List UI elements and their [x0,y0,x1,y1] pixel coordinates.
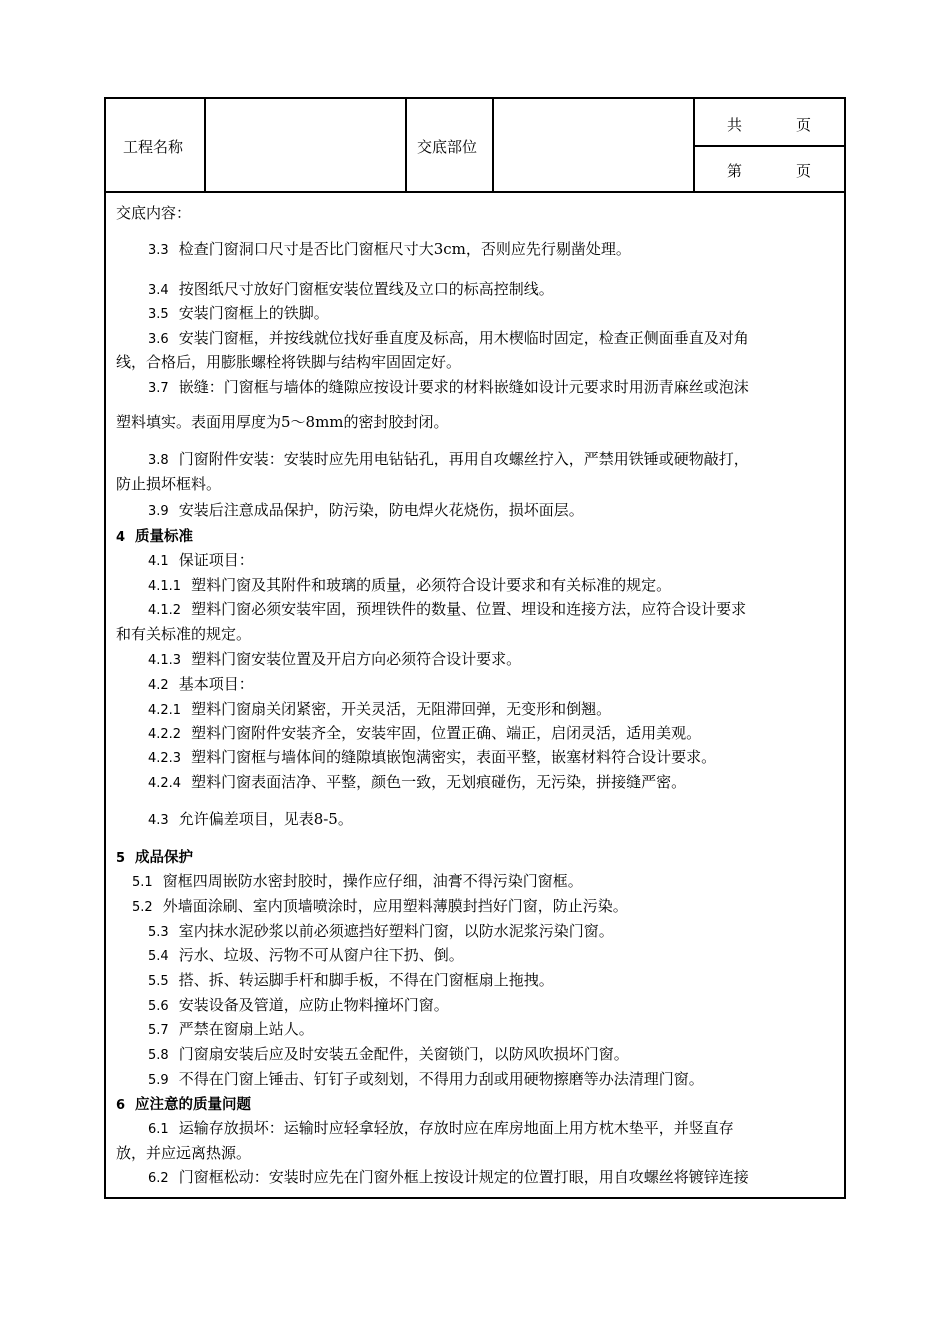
total-pages-suffix: 页 [796,116,812,134]
item-number: 3.7 [148,381,169,396]
item-text: 门窗框松动：安装时应先在门窗外框上按设计规定的位置打眼，用自攻螺丝将镀锌连接 [178,1168,749,1186]
header-divider [405,99,407,191]
content-line [148,1069,704,1091]
content-line-continuation [116,624,251,644]
content-line [148,772,686,794]
item-text: 不得在门窗上锤击、钉钉子或刻划，不得用力刮或用硬物擦磨等办法清理门窗。 [178,1070,704,1088]
handover-part-label: 交底部位 [417,138,478,156]
item-text: 塑料门窗及其附件和玻璃的质量，必须符合设计要求和有关标准的规定。 [191,576,672,594]
header-bottom-rule [106,191,844,193]
content-line-continuation [116,474,221,494]
item-text: 防止损坏框料。 [116,475,222,493]
project-name-label: 工程名称 [123,138,184,156]
header-divider [492,99,494,191]
content-line [148,575,671,597]
item-number: 4.2.1 [148,703,182,718]
content-line-continuation [116,412,449,432]
content-line [148,649,521,671]
section-heading: 成品保护 [135,850,194,866]
item-text: 门窗附件安装：安装时应先用电钻钻孔，再用自攻螺丝拧入，严禁用铁锤或硬物敲打， [178,450,749,468]
item-text: 塑料门窗表面洁净、平整，颜色一致，无划痕碰伤，无污染，拼接缝严密。 [191,773,687,791]
total-pages-prefix: 共 [727,116,743,134]
item-text: 塑料门窗扇关闭紧密，开关灵活，无阻滞回弹，无变形和倒翘。 [191,700,612,718]
item-number: 5.8 [148,1048,169,1063]
item-text: 保证项目： [178,551,254,569]
item-text: 安装门窗框，并按线就位找好垂直度及标高，用木楔临时固定，检查正侧面垂直及对角 [178,329,749,347]
content-line [148,303,329,325]
item-number: 3.3 [148,243,169,258]
item-text: 搭、拆、转运脚手杆和脚手板，不得在门窗框扇上拖拽。 [178,971,554,989]
item-number: 5 [116,851,126,866]
content-line [116,847,193,869]
item-text: 按图纸尺寸放好门窗框安装位置线及立口的标高控制线。 [178,280,554,298]
item-text: 塑料门窗框与墙体间的缝隙填嵌饱满密实，表面平整，嵌塞材料符合设计要求。 [191,748,717,766]
content-line [148,809,353,831]
item-text: 安装设备及管道，应防止物料撞坏门窗。 [178,996,449,1014]
item-number: 4 [116,530,126,545]
item-number: 4.2.3 [148,751,182,766]
content-line [148,279,554,301]
item-text: 和有关标准的规定。 [116,625,252,643]
content-line [148,1044,629,1066]
item-text: 检查门窗洞口尺寸是否比门窗框尺寸大3cm，否则应先行剔凿处理。 [178,240,631,258]
item-text: 塑料门窗必须安装牢固，预埋铁件的数量、位置、埋设和连接方法，应符合设计要求 [191,600,747,618]
page-number-prefix: 第 [727,162,743,180]
item-number: 5.4 [148,949,169,964]
item-number: 6.2 [148,1171,169,1186]
item-text: 基本项目： [178,675,254,693]
item-text: 放，并应远离热源。 [116,1144,252,1162]
content-line [132,871,583,893]
header-divider [204,99,206,191]
content-line [148,599,746,621]
item-text: 允许偏差项目，见表8-5。 [178,810,353,828]
item-number: 5.6 [148,999,169,1014]
item-text: 室内抹水泥砂浆以前必须遮挡好塑料门窗，以防水泥浆污染门窗。 [178,922,614,940]
content-line [148,377,749,399]
item-number: 4.1.1 [148,579,182,594]
item-number: 4.1.2 [148,603,182,618]
item-number: 4.1.3 [148,653,182,668]
content-line [148,995,449,1017]
item-text: 塑料门窗附件安装齐全，安装牢固，位置正确、端正，启闭灵活，适用美观。 [191,724,702,742]
page-number-suffix: 页 [796,162,812,180]
item-number: 4.1 [148,554,169,569]
item-number: 5.9 [148,1073,169,1088]
content-line [148,747,716,769]
item-number: 4.2.2 [148,727,182,742]
content-line [148,1019,314,1041]
content-line [148,239,631,261]
item-text: 严禁在窗扇上站人。 [178,1020,314,1038]
content-line [148,723,701,745]
item-number: 3.4 [148,283,169,298]
content-line [148,500,584,522]
item-text: 塑料门窗安装位置及开启方向必须符合设计要求。 [191,650,522,668]
content-line [148,945,464,967]
item-number: 5.1 [132,875,153,890]
content-line [132,896,628,918]
item-text: 塑料填实。表面用厚度为5～8mm的密封胶封闭。 [116,413,449,431]
handover-sheet [104,97,846,1199]
item-number: 5.5 [148,974,169,989]
content-line [148,550,254,572]
content-label: 交底内容： [116,204,192,222]
item-number: 4.3 [148,813,169,828]
item-number: 5.2 [132,900,153,915]
item-number: 3.8 [148,453,169,468]
content-line [148,970,554,992]
section-heading: 质量标准 [135,529,194,545]
item-text: 污水、垃圾、污物不可从窗户往下扔、倒。 [178,946,464,964]
item-text: 运输存放损坏：运输时应轻拿轻放，存放时应在库房地面上用方枕木垫平，并竖直存 [178,1119,734,1137]
item-number: 6 [116,1098,126,1113]
content-line [116,526,193,548]
content-line [148,1167,749,1189]
item-number: 4.2 [148,678,169,693]
item-number: 5.3 [148,925,169,940]
header-divider [693,145,844,147]
content-line [148,449,749,471]
item-number: 3.6 [148,332,169,347]
item-text: 嵌缝：门窗框与墙体的缝隙应按设计要求的材料嵌缝如设计元要求时用沥青麻丝或泡沫 [178,378,749,396]
item-text: 线，合格后，用膨胀螺栓将铁脚与结构牢固固定好。 [116,353,462,371]
content-line [148,921,614,943]
item-text: 门窗扇安装后应及时安装五金配件，关窗锁门，以防风吹损坏门窗。 [178,1045,629,1063]
item-text: 外墙面涂刷、室内顶墙喷涂时，应用塑料薄膜封挡好门窗，防止污染。 [162,897,628,915]
item-number: 3.5 [148,307,169,322]
content-line [148,328,749,350]
item-text: 安装后注意成品保护，防污染，防电焊火花烧伤，损坏面层。 [178,501,584,519]
content-line-continuation [116,1143,251,1163]
content-line-continuation [116,352,461,372]
item-number: 6.1 [148,1122,169,1137]
content-line [116,1094,251,1116]
content-line [148,1118,734,1140]
item-text: 窗框四周嵌防水密封胶时，操作应仔细，油膏不得污染门窗框。 [162,872,583,890]
section-heading: 应注意的质量问题 [135,1097,252,1113]
item-number: 4.2.4 [148,776,182,791]
item-number: 3.9 [148,504,169,519]
content-line [148,674,254,696]
item-number: 5.7 [148,1023,169,1038]
item-text: 安装门窗框上的铁脚。 [178,304,329,322]
content-line [148,699,611,721]
